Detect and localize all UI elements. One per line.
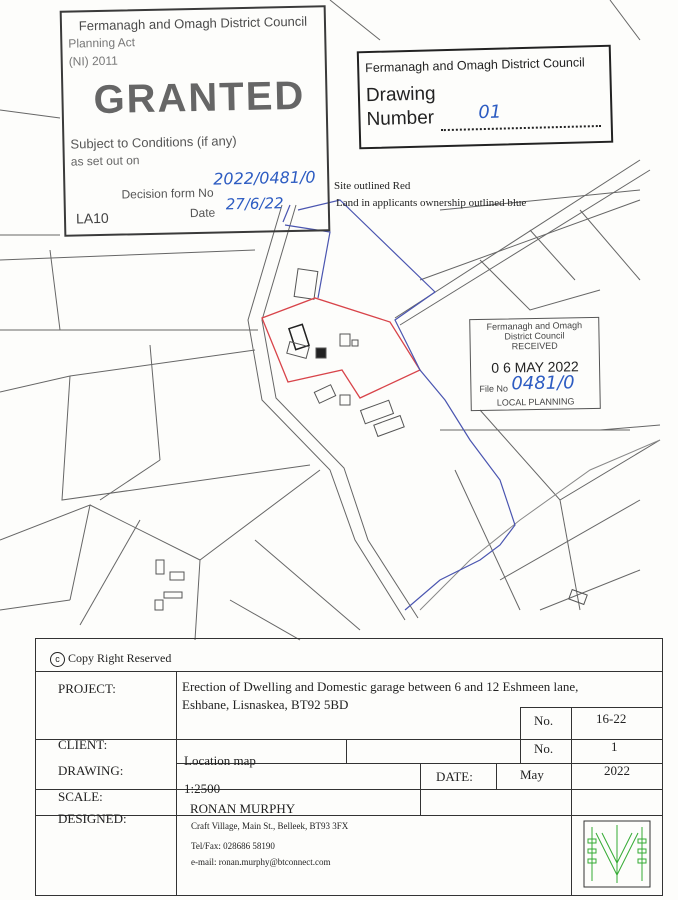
field-boundary [480, 410, 660, 500]
granted-stamp [60, 5, 331, 237]
decision-form-number: 2022/0481/0 [213, 167, 316, 189]
granted-act-line2: (NI) 2011 [68, 53, 119, 69]
building [156, 560, 164, 574]
drawing-label: DRAWING: [58, 763, 124, 778]
field-boundary [455, 470, 520, 610]
building [352, 340, 358, 346]
field-boundary [560, 500, 580, 610]
title-block [35, 638, 663, 896]
site-outline-red [262, 298, 420, 398]
scale-value: 1:2500 [184, 781, 221, 796]
field-boundary [480, 260, 600, 310]
la-code: LA10 [75, 209, 109, 227]
project-line2: Eshbane, Lisnaskea, BT92 5BD [182, 697, 349, 712]
copyright-text: Copy Right Reserved [68, 651, 172, 665]
field-boundary [420, 200, 640, 280]
tb-divider [520, 707, 662, 708]
tb-divider [346, 739, 347, 763]
building [340, 334, 350, 346]
field-boundary [610, 0, 640, 40]
granted-council: Fermanagh and Omagh District Council [78, 13, 308, 34]
field-boundary [0, 600, 70, 610]
date-year: 2022 [604, 763, 630, 778]
field-boundary [0, 376, 70, 392]
granted-set-out: as set out on [70, 153, 140, 169]
job-no-value: 16-22 [596, 711, 627, 726]
decision-form-label: Decision form No [121, 185, 214, 202]
designed-label: DESIGNED: [58, 811, 127, 826]
field-boundary [580, 210, 640, 280]
designer-email: e-mail: ronan.murphy@btconnect.com [191, 857, 331, 867]
tb-divider [176, 671, 177, 895]
granted-act-line1: Planning Act [68, 35, 136, 51]
field-boundary [330, 0, 380, 40]
building [316, 348, 326, 358]
received-line3: RECEIVED [511, 340, 558, 352]
tb-divider [36, 739, 662, 740]
designer-logo-icon [582, 819, 652, 889]
building [294, 269, 318, 300]
building [287, 342, 309, 359]
project-label: PROJECT: [58, 681, 116, 696]
date-month: May [520, 767, 544, 782]
field-boundary [0, 110, 60, 118]
tb-divider [420, 763, 421, 815]
date-label: DATE: [436, 769, 473, 784]
received-file-label: File No [479, 383, 509, 394]
field-boundary [90, 505, 200, 560]
field-boundary [100, 460, 160, 500]
client-label: CLIENT: [58, 737, 108, 752]
designer-name: RONAN MURPHY [190, 801, 296, 816]
project-line1: Erection of Dwelling and Domestic garage between 6 and 12 Eshmeen lane, [182, 679, 579, 694]
tb-divider [36, 789, 662, 790]
field-boundary [0, 250, 255, 260]
drawing-stamp-council: Fermanagh and Omagh District Council [365, 55, 585, 76]
field-boundary [540, 570, 640, 610]
field-boundary [230, 600, 300, 640]
decision-date-value: 27/6/22 [225, 194, 284, 214]
drawing-no-label: No. [534, 741, 554, 756]
field-boundary [500, 500, 640, 580]
drawing-number-dotted-line [440, 103, 601, 131]
received-line2: District Council [504, 330, 565, 342]
field-boundary [255, 540, 360, 630]
field-boundary [195, 560, 200, 640]
building [164, 592, 182, 598]
legend-ownership-blue: Land in applicants ownership outlined blue [336, 197, 527, 209]
river [420, 440, 660, 610]
building [314, 385, 335, 403]
drawing-no-value: 1 [611, 739, 618, 754]
field-boundary [62, 376, 310, 500]
received-date: 0 6 MAY 2022 [491, 358, 579, 376]
granted-conditions: Subject to Conditions (if any) [70, 133, 237, 152]
legend-site-red: Site outlined Red [334, 180, 411, 192]
designer-telfax: Tel/Fax: 028686 58190 [191, 841, 275, 851]
building [170, 572, 184, 580]
field-boundary [0, 505, 90, 600]
ownership-outline-blue [285, 225, 330, 298]
road-edge [248, 205, 405, 620]
job-no-label: No. [534, 713, 554, 728]
decision-date-label: Date [189, 205, 216, 221]
field-boundary [150, 345, 160, 460]
drawing-number-stamp [357, 45, 613, 150]
drawing-value: Location map [184, 753, 256, 768]
building [155, 600, 163, 610]
field-boundary [70, 350, 255, 376]
field-boundary [50, 250, 60, 330]
tb-divider [36, 671, 662, 672]
drawing-stamp-drawing-label: Drawing [365, 83, 436, 107]
road-edge [262, 205, 418, 618]
tb-divider [36, 815, 662, 816]
field-boundary [530, 230, 575, 280]
drawing-number-value: 01 [478, 101, 502, 124]
field-boundary [600, 425, 660, 430]
building [340, 395, 350, 405]
tb-divider [496, 763, 497, 789]
tb-divider [520, 707, 521, 763]
tb-divider [571, 707, 572, 895]
drawing-stamp-number-label: Number [366, 107, 435, 131]
designer-address: Craft Village, Main St., Belleek, BT93 3FX [191, 821, 349, 831]
received-line6: LOCAL PLANNING [496, 396, 575, 408]
received-line1: Fermanagh and Omagh [486, 320, 583, 332]
received-file-number: 0481/0 [511, 372, 575, 395]
copyright-icon: c [50, 652, 65, 667]
received-stamp [469, 317, 601, 411]
field-boundary [200, 470, 320, 560]
granted-word: GRANTED [93, 73, 306, 123]
scale-label: SCALE: [58, 789, 103, 804]
field-boundary [80, 520, 140, 625]
